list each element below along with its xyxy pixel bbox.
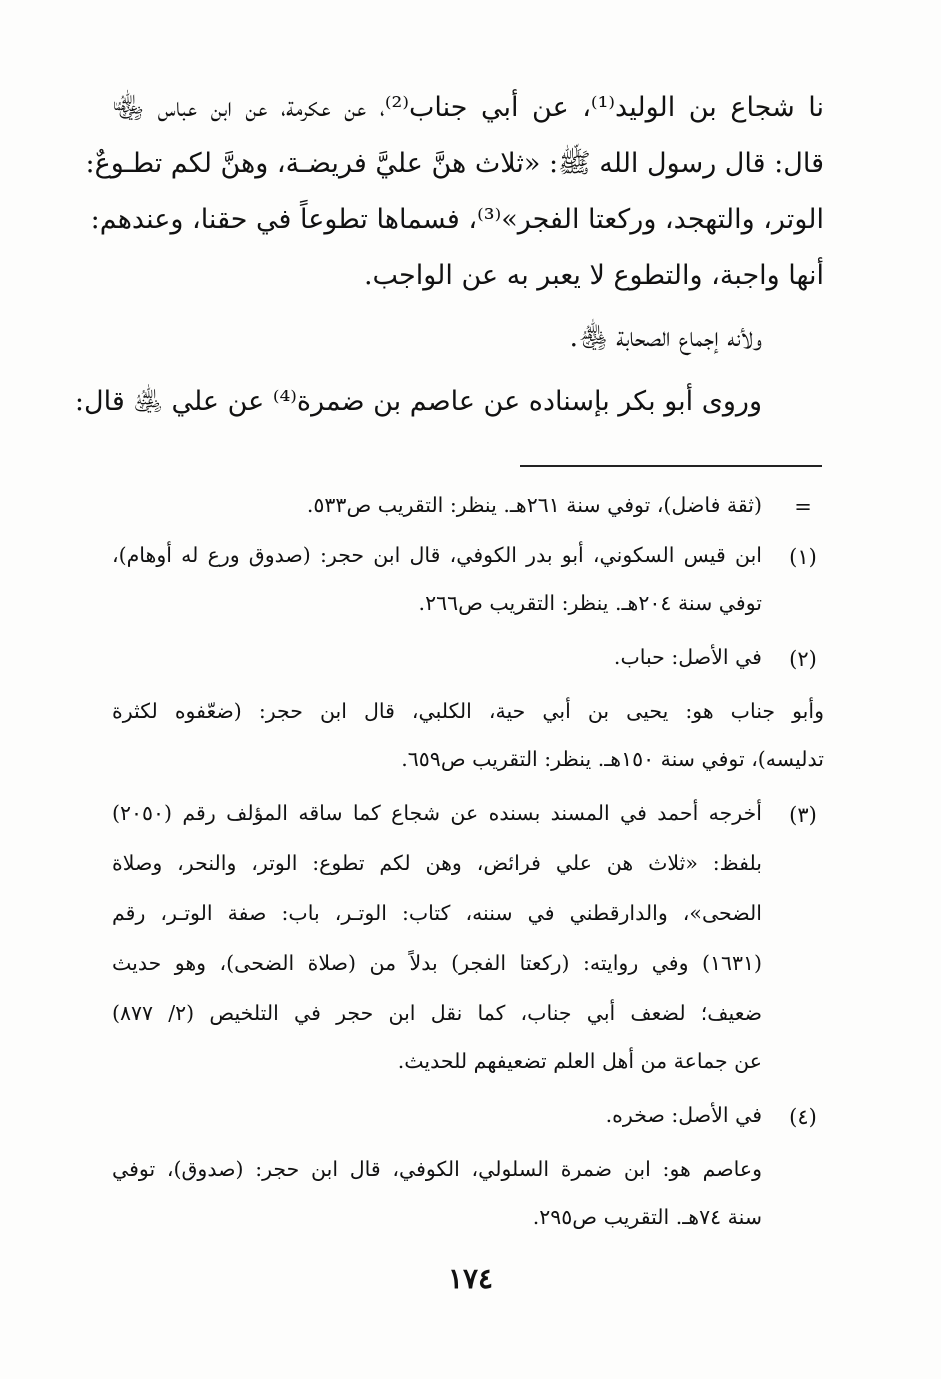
footnote-line: في الأصل: حباب. <box>613 645 762 669</box>
footnote-number: (١) <box>789 545 817 569</box>
footnote-line: تدليسه)، توفي سنة ١٥٠هـ. ينظر: التقريب ص٦٥٩. <box>401 747 824 771</box>
footnote-line: في الأصل: صخره. <box>605 1103 762 1127</box>
footnote-line: (ثقة فاضل)، توفي سنة ٢٦١هـ. ينظر: التقريب ص٥٣٣. <box>306 493 762 517</box>
footnote-line: عن جماعة من أهل العلم تضعيفهم للحديث. <box>397 1049 762 1073</box>
main-line: ولأنه إجماع الصحابة ﵃. <box>569 322 762 353</box>
footnote-line: سنة ٧٤هـ. التقريب ص٢٩٥. <box>532 1205 762 1229</box>
footnote-separator <box>520 465 822 467</box>
footnote-line: (١٦٣١) وفي روايته: (ركعتا الفجر) بدلاً من (صلاة الضحى)، وهو حديث <box>112 951 762 975</box>
footnote-line: بلفظ: «ثلاث هن علي فرائض، وهن لكم تطوع: الوتر، والنحر، وصلاة <box>112 851 762 875</box>
main-line: الوتر، والتهجد، وركعتا الفجر»⁽³⁾، فسماها تطوعاً في حقنا، وعندهم: <box>90 204 824 235</box>
footnote-line: الضحى»، والدارقطني في سننه، كتاب: الوتـر، باب: صفة الوتـر، رقم <box>112 901 762 925</box>
footnote-line: أخرجه أحمد في المسند بسنده عن شجاع كما ساقه المؤلف رقم (٢٠٥٠) <box>112 801 762 825</box>
footnote-continuation-marker: = <box>794 495 812 519</box>
footnote-line: ابن قيس السكوني، أبو بدر الكوفي، قال ابن حجر: (صدوق ورع له أوهام)، <box>112 543 762 567</box>
footnote-number: (٤) <box>789 1105 817 1129</box>
main-line: أنها واجبة، والتطوع لا يعبر به عن الواجب. <box>363 260 824 291</box>
page-number: ١٧٤ <box>447 1262 494 1295</box>
main-line: وروى أبو بكر بإسناده عن عاصم بن ضمرة⁽⁴⁾ عن علي ﵁ قال: <box>74 386 762 417</box>
footnote-line: وأبو جناب هو: يحيى بن أبي حية، الكلبي، قال ابن حجر: (ضعّفوه لكثرة <box>112 699 824 723</box>
footnote-line: توفي سنة ٢٠٤هـ. ينظر: التقريب ص٢٦٦. <box>418 591 762 615</box>
main-line: قال: قال رسول الله ﷺ: «ثلاث هنَّ عليَّ فريضـة، وهنَّ لكم تطـوعٌ: <box>85 148 824 179</box>
footnote-number: (٢) <box>789 647 817 671</box>
main-line: نا شجاع بن الوليد⁽¹⁾، عن أبي جناب⁽²⁾، عن عكرمة، عن ابن عباس ﵄ <box>112 92 824 123</box>
footnote-line: ضعيف؛ لضعف أبي جناب، كما نقل ابن حجر في التلخيص (٢/ ٨٧٧) <box>112 1001 762 1025</box>
footnote-line: وعاصم هو: ابن ضمرة السلولي، الكوفي، قال ابن حجر: (صدوق)، توفي <box>112 1157 762 1181</box>
footnote-number: (٣) <box>789 803 817 827</box>
